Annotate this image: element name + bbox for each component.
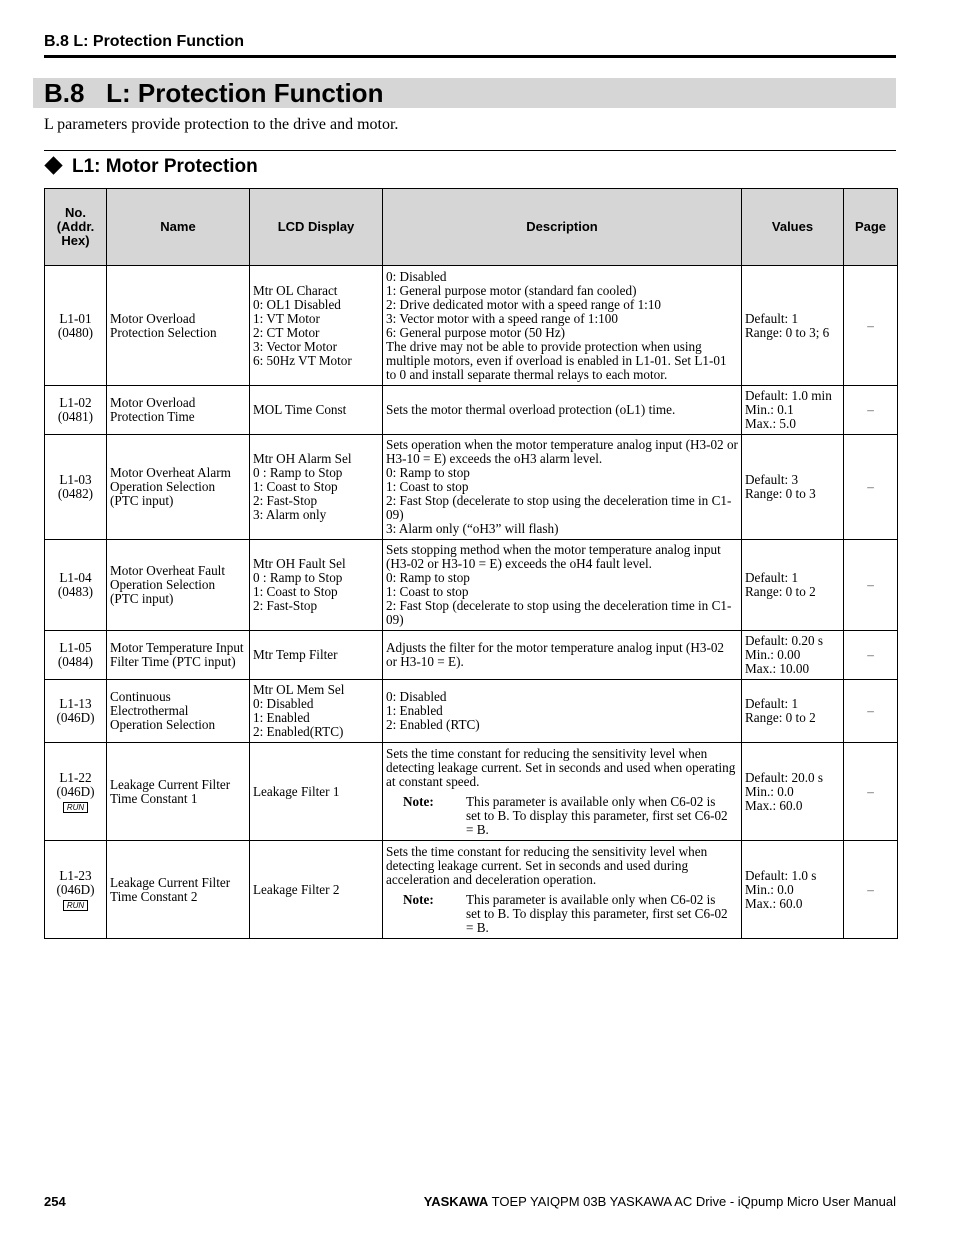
param-description: Sets operation when the motor temperature analog input (H3-02 or H3-10 = E) exceeds the oH3 alarm level. 0: Ramp to stop 1: Coast to stop 2: Fast Stop (decelerate to stop using the deceleration time in C1-09) 3: Alarm only (“oH3” will flash) (383, 435, 742, 540)
param-no: L1-02 (0481) (45, 386, 107, 435)
param-description: Sets stopping method when the motor temperature analog input (H3-02 or H3-10 = E) exceeds the oH4 fault level. 0: Ramp to stop 1: Coast to stop 2: Fast Stop (decelerate to stop using the deceleration time in C1-09) (383, 540, 742, 631)
param-no-cell (45, 841, 107, 939)
param-name: Motor Overload Protection Selection (107, 266, 250, 386)
param-values: Default: 0.20 s Min.: 0.00 Max.: 10.00 (742, 631, 844, 680)
param-description: Sets the time constant for reducing the sensitivity level when detecting leakage current. Set in seconds and used during acceleration and deceleration operation. (386, 843, 708, 887)
note-text: This parameter is available only when C6-02 is set to B. To display this parameter, first set C6-02 = B. (466, 891, 728, 935)
param-page: – (844, 540, 898, 631)
header-no: No. (Addr. Hex) (45, 189, 107, 266)
param-lcd: Mtr Temp Filter (250, 631, 383, 680)
running-head: B.8 L: Protection Function (44, 33, 896, 58)
subsection-title: L1: Motor Protection (72, 156, 258, 177)
param-description-cell (383, 841, 742, 939)
table-row (45, 743, 898, 841)
param-name: Motor Overheat Alarm Operation Selection (PTC input) (107, 435, 250, 540)
param-name: Motor Temperature Input Filter Time (PTC input) (107, 631, 250, 680)
header-lcd-display: LCD Display (250, 189, 383, 266)
param-description: Sets the time constant for reducing the sensitivity level when detecting leakage current. Set in seconds and used when operating at constant speed. (386, 745, 736, 789)
param-name: Motor Overheat Fault Operation Selection (PTC input) (107, 540, 250, 631)
section-title (44, 77, 383, 109)
param-values: Default: 1 Range: 0 to 2 (742, 540, 844, 631)
note-text: This parameter is available only when C6-02 is set to B. To display this parameter, first set C6-02 = B. (466, 793, 728, 837)
table-row (45, 386, 898, 435)
run-badge: RUN (63, 900, 88, 911)
param-name: Motor Overload Protection Time (107, 386, 250, 435)
footer-page-number: 254 (44, 1194, 66, 1209)
diamond-bullet-icon (44, 157, 62, 175)
param-description-cell (383, 743, 742, 841)
param-lcd: MOL Time Const (250, 386, 383, 435)
param-page: – (844, 386, 898, 435)
param-no: L1-13 (046D) (45, 680, 107, 743)
param-no: L1-05 (0484) (45, 631, 107, 680)
param-page: – (844, 841, 898, 939)
param-page: – (844, 743, 898, 841)
param-values: Default: 20.0 s Min.: 0.0 Max.: 60.0 (742, 743, 844, 841)
note-label: Note: (403, 793, 434, 809)
note (386, 795, 738, 837)
parameter-table (44, 188, 898, 939)
table-row (45, 841, 898, 939)
param-no: L1-03 (0482) (45, 435, 107, 540)
param-no: L1-22 (046D) (56, 769, 95, 799)
header-values: Values (742, 189, 844, 266)
param-page: – (844, 435, 898, 540)
note (386, 893, 738, 935)
param-no-cell (45, 743, 107, 841)
param-lcd: Mtr OL Charact 0: OL1 Disabled 1: VT Motor 2: CT Motor 3: Vector Motor 6: 50Hz VT Motor (250, 266, 383, 386)
param-description: Adjusts the filter for the motor temperature analog input (H3-02 or H3-10 = E). (383, 631, 742, 680)
divider (44, 150, 896, 151)
param-page: – (844, 266, 898, 386)
param-lcd: Mtr OH Fault Sel 0 : Ramp to Stop 1: Coast to Stop 2: Fast-Stop (250, 540, 383, 631)
param-values: Default: 3 Range: 0 to 3 (742, 435, 844, 540)
param-description: Sets the motor thermal overload protection (oL1) time. (383, 386, 742, 435)
subsection-heading (44, 155, 258, 179)
param-page: – (844, 680, 898, 743)
param-lcd: Leakage Filter 2 (250, 841, 383, 939)
footer-title (424, 1194, 896, 1209)
table-row (45, 631, 898, 680)
table-header-row (45, 189, 898, 266)
table-row (45, 435, 898, 540)
header-page: Page (844, 189, 898, 266)
param-lcd: Mtr OH Alarm Sel 0 : Ramp to Stop 1: Coast to Stop 2: Fast-Stop 3: Alarm only (250, 435, 383, 540)
section-title-text: L: Protection Function (106, 78, 384, 108)
param-description: 0: Disabled 1: General purpose motor (standard fan cooled) 2: Drive dedicated motor with a speed range of 1:10 3: Vector motor with a speed range of 1:100 6: General purpose motor (50 Hz) The drive may not be able to provide protection when using multiple motors, even if overload is enabled in L1-01. Set L1-01 to 0 and install separate thermal relays to each motor. (383, 266, 742, 386)
param-no: L1-01 (0480) (45, 266, 107, 386)
param-description: 0: Disabled 1: Enabled 2: Enabled (RTC) (383, 680, 742, 743)
param-values: Default: 1.0 s Min.: 0.0 Max.: 60.0 (742, 841, 844, 939)
header-description: Description (383, 189, 742, 266)
param-lcd: Mtr OL Mem Sel 0: Disabled 1: Enabled 2: Enabled(RTC) (250, 680, 383, 743)
intro-paragraph: L parameters provide protection to the drive and motor. (44, 116, 399, 133)
table-row (45, 266, 898, 386)
footer-brand: YASKAWA (423, 1194, 489, 1209)
param-name: Continuous Electrothermal Operation Selection (107, 680, 250, 743)
table-row (45, 680, 898, 743)
note-label: Note: (403, 891, 434, 907)
section-number: B.8 (44, 78, 85, 108)
param-name: Leakage Current Filter Time Constant 2 (107, 841, 250, 939)
param-no: L1-04 (0483) (45, 540, 107, 631)
param-name: Leakage Current Filter Time Constant 1 (107, 743, 250, 841)
param-lcd: Leakage Filter 1 (250, 743, 383, 841)
param-values: Default: 1.0 min Min.: 0.1 Max.: 5.0 (742, 386, 844, 435)
footer-manual-title: TOEP YAIQPM 03B YASKAWA AC Drive - iQpump Micro User Manual (491, 1194, 896, 1209)
table-row (45, 540, 898, 631)
param-no: L1-23 (046D) (56, 867, 95, 897)
param-values: Default: 1 Range: 0 to 3; 6 (742, 266, 844, 386)
run-badge: RUN (63, 802, 88, 813)
param-values: Default: 1 Range: 0 to 2 (742, 680, 844, 743)
param-page: – (844, 631, 898, 680)
header-name: Name (107, 189, 250, 266)
